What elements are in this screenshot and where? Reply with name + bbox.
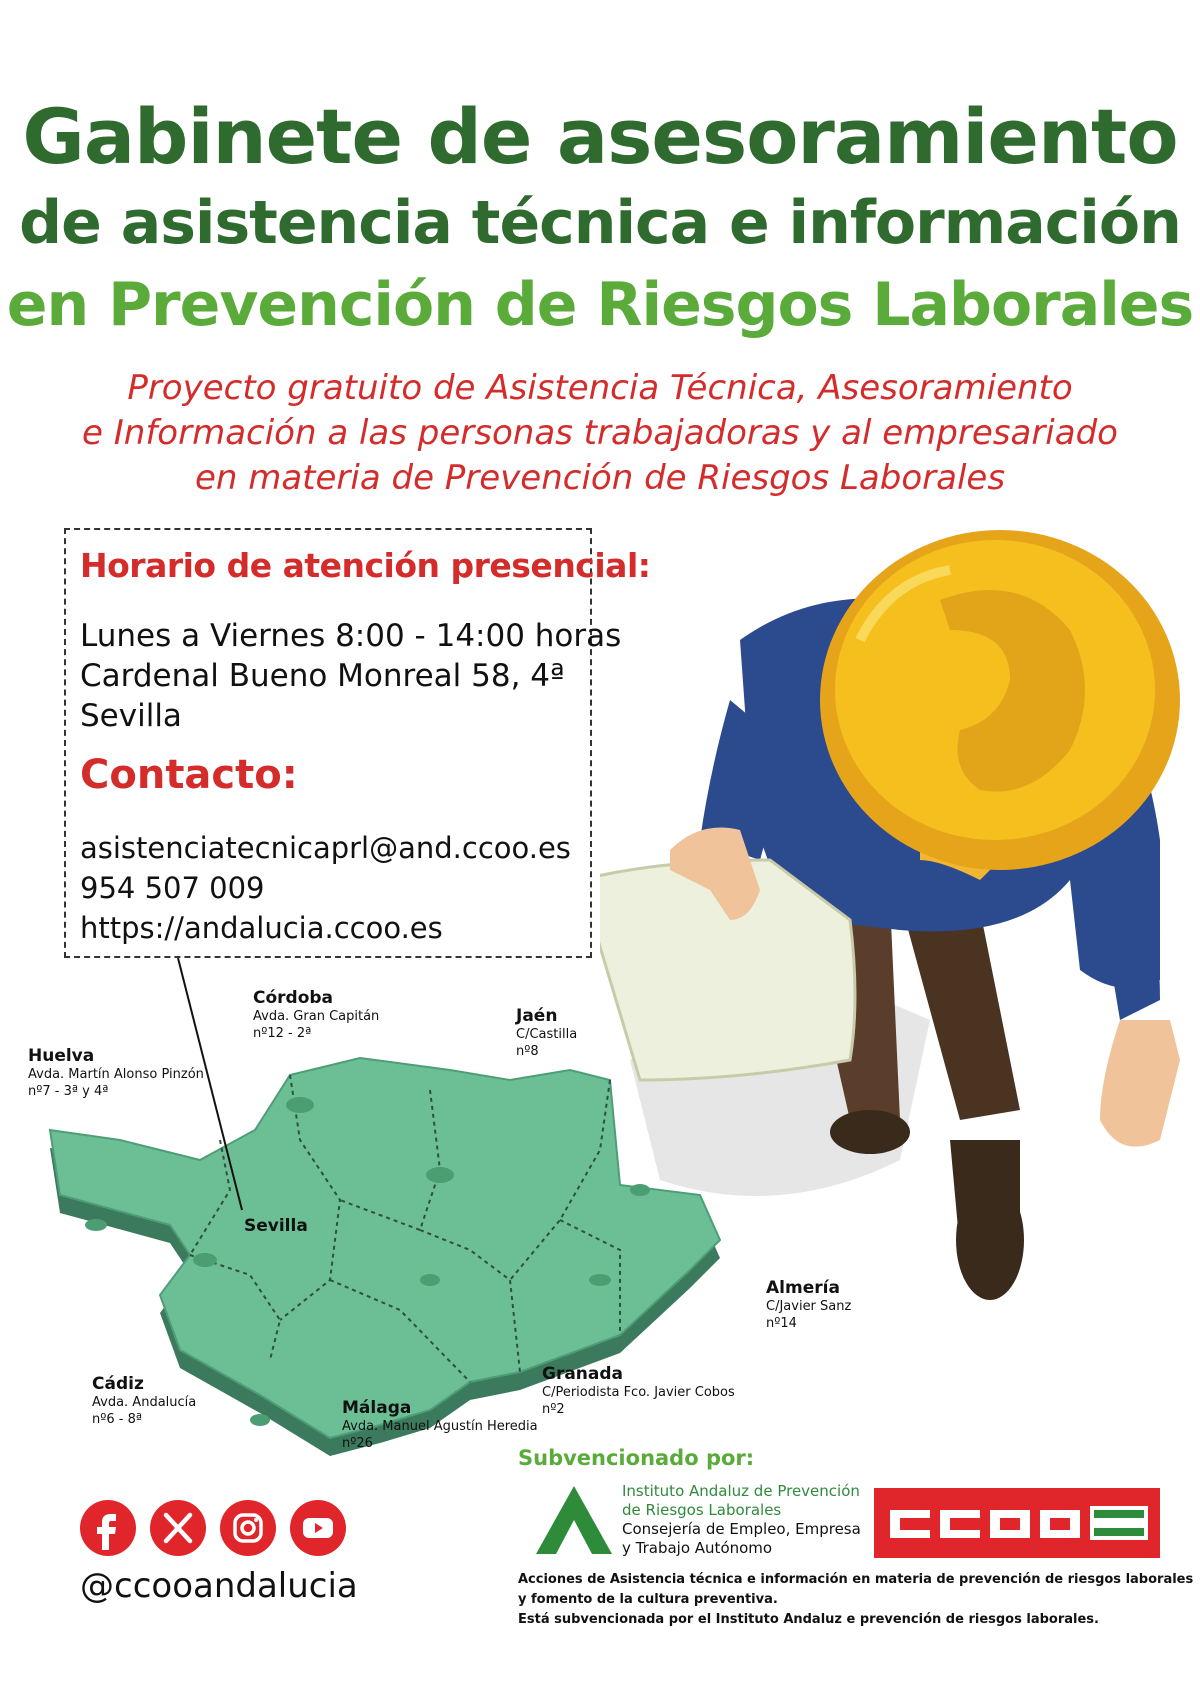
- city-name: Huelva: [28, 1046, 95, 1066]
- city-cordoba: [253, 988, 379, 1042]
- title-line-1: Gabinete de asesoramiento: [22, 92, 1178, 181]
- info-box: [64, 528, 651, 958]
- schedule-heading: Horario de atención presencial:: [80, 546, 651, 585]
- title-line-2: de asistencia técnica e información: [19, 188, 1181, 258]
- subtitle-line-3: en materia de Prevención de Riesgos Laborales: [194, 458, 1006, 498]
- footer-line-1: Acciones de Asistencia técnica e información en materia de prevención de riesgos laborales: [518, 1572, 1194, 1587]
- city-number: nº14: [766, 1316, 797, 1331]
- city-name: Córdoba: [253, 988, 334, 1008]
- city-number: nº6 - 8ª: [92, 1412, 142, 1427]
- iaprl-logo: [534, 1484, 614, 1556]
- city-name: Jaén: [516, 1006, 558, 1026]
- department-name: Consejería de Empleo, Empresa y Trabajo Autónomo: [622, 1520, 861, 1557]
- city-name: Cádiz: [92, 1374, 144, 1394]
- city-address: Avda. Manuel Agustín Heredia: [342, 1419, 538, 1434]
- city-name: Almería: [766, 1278, 840, 1298]
- schedule-city: Sevilla: [80, 698, 182, 734]
- contact-text: [80, 828, 571, 948]
- city-address: Avda. Gran Capitán: [253, 1009, 380, 1024]
- city-cadiz: [92, 1374, 196, 1428]
- youtube-icon[interactable]: [290, 1500, 346, 1556]
- city-number: nº2: [542, 1402, 565, 1417]
- x-icon[interactable]: [150, 1500, 206, 1556]
- city-address: Avda. Andalucía: [92, 1395, 197, 1410]
- instagram-icon[interactable]: [220, 1500, 276, 1556]
- footer-line-2: y fomento de la cultura preventiva.: [518, 1592, 778, 1607]
- city-granada: [542, 1364, 735, 1418]
- footer-line-3: Está subvencionada por el Instituto Andaluz e prevención de riesgos laborales.: [518, 1612, 1099, 1627]
- ccoo-logo: [874, 1488, 1160, 1558]
- city-number: nº26: [342, 1436, 373, 1451]
- schedule-hours: Lunes a Viernes 8:00 - 14:00 horas: [80, 618, 622, 654]
- city-address: Avda. Martín Alonso Pinzón: [28, 1067, 204, 1082]
- facebook-icon[interactable]: [80, 1500, 136, 1556]
- city-name: Sevilla: [244, 1216, 308, 1236]
- funding-label: Subvencionado por:: [518, 1446, 755, 1470]
- contact-phone[interactable]: 954 507 009: [80, 871, 265, 905]
- footer-text: [518, 1570, 1193, 1630]
- schedule-text: [80, 616, 621, 736]
- contact-heading: Contacto:: [80, 752, 298, 798]
- city-number: nº8: [516, 1044, 539, 1059]
- city-address: C/Periodista Fco. Javier Cobos: [542, 1385, 735, 1400]
- social-handle: @ccooandalucia: [80, 1566, 358, 1606]
- contact-website-link[interactable]: https://andalucia.ccoo.es: [80, 911, 443, 945]
- city-number: nº12 - 2ª: [253, 1026, 312, 1041]
- subtitle-line-2: e Información a las personas trabajadoras y al empresariado: [82, 413, 1118, 453]
- city-name: Granada: [542, 1364, 624, 1384]
- city-address: C/Javier Sanz: [766, 1299, 852, 1314]
- subtitle: [40, 366, 1160, 501]
- city-sevilla: [244, 1216, 308, 1236]
- contact-email-link[interactable]: asistenciatecnicaprl@and.ccoo.es: [80, 831, 571, 865]
- title-line-3: en Prevención de Riesgos Laborales: [6, 270, 1194, 340]
- city-jaen: [516, 1006, 577, 1060]
- city-address: C/Castilla: [516, 1027, 578, 1042]
- subtitle-line-1: Proyecto gratuito de Asistencia Técnica, Asesoramiento: [127, 368, 1073, 408]
- city-malaga: [342, 1398, 538, 1452]
- city-number: nº7 - 3ª y 4ª: [28, 1084, 109, 1099]
- city-huelva: [28, 1046, 204, 1100]
- schedule-address: Cardenal Bueno Monreal 58, 4ª: [80, 658, 565, 694]
- city-almeria: [766, 1278, 851, 1332]
- institute-name: Instituto Andaluz de Prevención de Riesgos Laborales: [622, 1482, 860, 1519]
- city-name: Málaga: [342, 1398, 412, 1418]
